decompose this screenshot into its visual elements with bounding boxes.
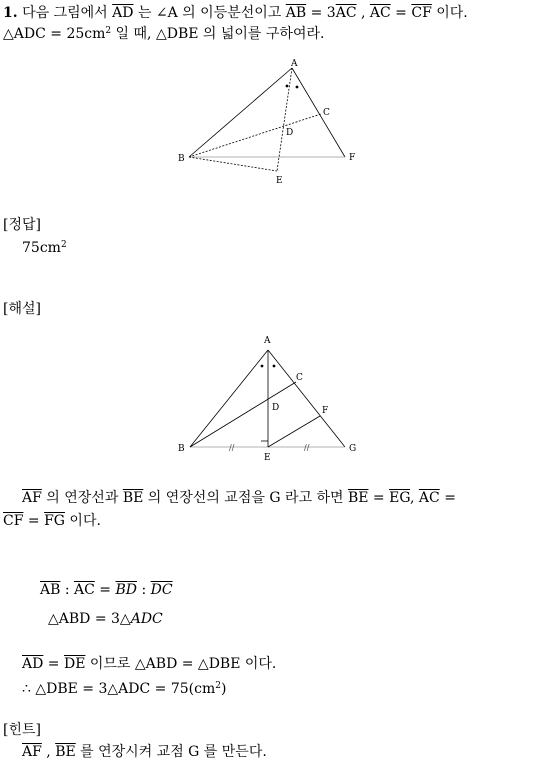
line-af [292, 68, 345, 157]
point-label-e: E [264, 453, 271, 463]
angle-mark [261, 365, 264, 368]
line-bc [189, 114, 321, 157]
equation-equal-segments: $\overline{AD} = \overline{DE}$ 이므로 △ABD = △DBE 이다. [22, 656, 277, 672]
segment-cf: $\overline{CF}$ [3, 513, 24, 529]
tick-mark: // [304, 443, 310, 452]
segment-be: $\overline{BE}$ [347, 490, 369, 506]
line-be [189, 157, 277, 171]
point-label-g: G [349, 444, 357, 454]
line-bc [190, 382, 296, 447]
segment-be: $\overline{BE}$ [122, 490, 144, 506]
problem-figure [170, 55, 370, 190]
line-ab [190, 350, 268, 447]
point-label-b: B [178, 444, 185, 454]
segment-af: $\overline{AF}$ [22, 490, 42, 506]
hint-label: [힌트] [3, 722, 41, 738]
point-label-e: E [276, 176, 283, 186]
point-label-a: A [291, 59, 298, 69]
segment-fg: $\overline{FG}$ [44, 513, 65, 529]
point-label-a: A [264, 336, 271, 346]
point-label-f: F [349, 153, 356, 163]
problem-line-1: 1. 다음 그림에서 $\overline{AD}$ 는 ∠A 의 이등분선이고 $\overline{AB} = 3\overline{AC}$ , $\overline{AC} = \overline{CF}$ 이다. [3, 5, 468, 21]
point-label-f: F [322, 406, 329, 416]
answer-label: [정답] [3, 217, 41, 233]
line-ae [277, 68, 292, 171]
point-label-c: C [323, 108, 330, 118]
segment-ac: $\overline{AC}$ [418, 490, 440, 506]
equation-ratio: $\overline{AB}$ : $\overline{AC} = \overline{BD}$ : $\overline{DC}$ [40, 582, 173, 598]
point-label-b: B [178, 154, 185, 164]
angle-mark [286, 85, 289, 88]
equation-conclusion: ∴ △DBE = 3△ADC = $75(cm^2)$ [22, 681, 227, 697]
segment-ac: $\overline{AC}$ [335, 5, 357, 21]
point-label-c: C [296, 373, 303, 383]
line-ef [268, 416, 320, 447]
line-ag [268, 350, 345, 447]
segment-ad: $\overline{AD}$ [112, 5, 134, 21]
hint-text: $\overline{AF}$ , $\overline{BE}$ 를 연장시켜 교점 G 를 만든다. [22, 744, 267, 760]
tick-mark: // [229, 443, 235, 452]
point-label-d: D [272, 403, 280, 413]
problem-number: 1. [3, 5, 18, 21]
equation-area: △ABD = 3△ADC [48, 611, 163, 627]
solution-label: [해설] [3, 301, 41, 317]
line-ab [189, 68, 292, 157]
solution-paragraph-line-1: $\overline{AF}$ 의 연장선과 $\overline{BE}$ 의 연장선의 교점을 G 라고 하면 $\overline{BE} = \overline{EG}$, $\overline{AC}$ = [22, 490, 456, 506]
angle-mark [273, 365, 276, 368]
answer-value: $75cm^2$ [22, 240, 67, 256]
point-label-d: D [286, 128, 294, 138]
solution-paragraph-line-2: $\overline{CF} = \overline{FG}$ 이다. [3, 513, 101, 529]
segment-eg: $\overline{EG}$ [389, 490, 411, 506]
solution-figure [170, 330, 370, 465]
segment-cf: $\overline{CF}$ [411, 5, 432, 21]
problem-line-2: △ADC = $25cm^2$ 일 때, △DBE 의 넓이를 구하여라. [3, 26, 325, 42]
angle-mark [296, 86, 299, 89]
segment-ac: $\overline{AC}$ [369, 5, 391, 21]
segment-ab: $\overline{AB}$ [285, 5, 307, 21]
